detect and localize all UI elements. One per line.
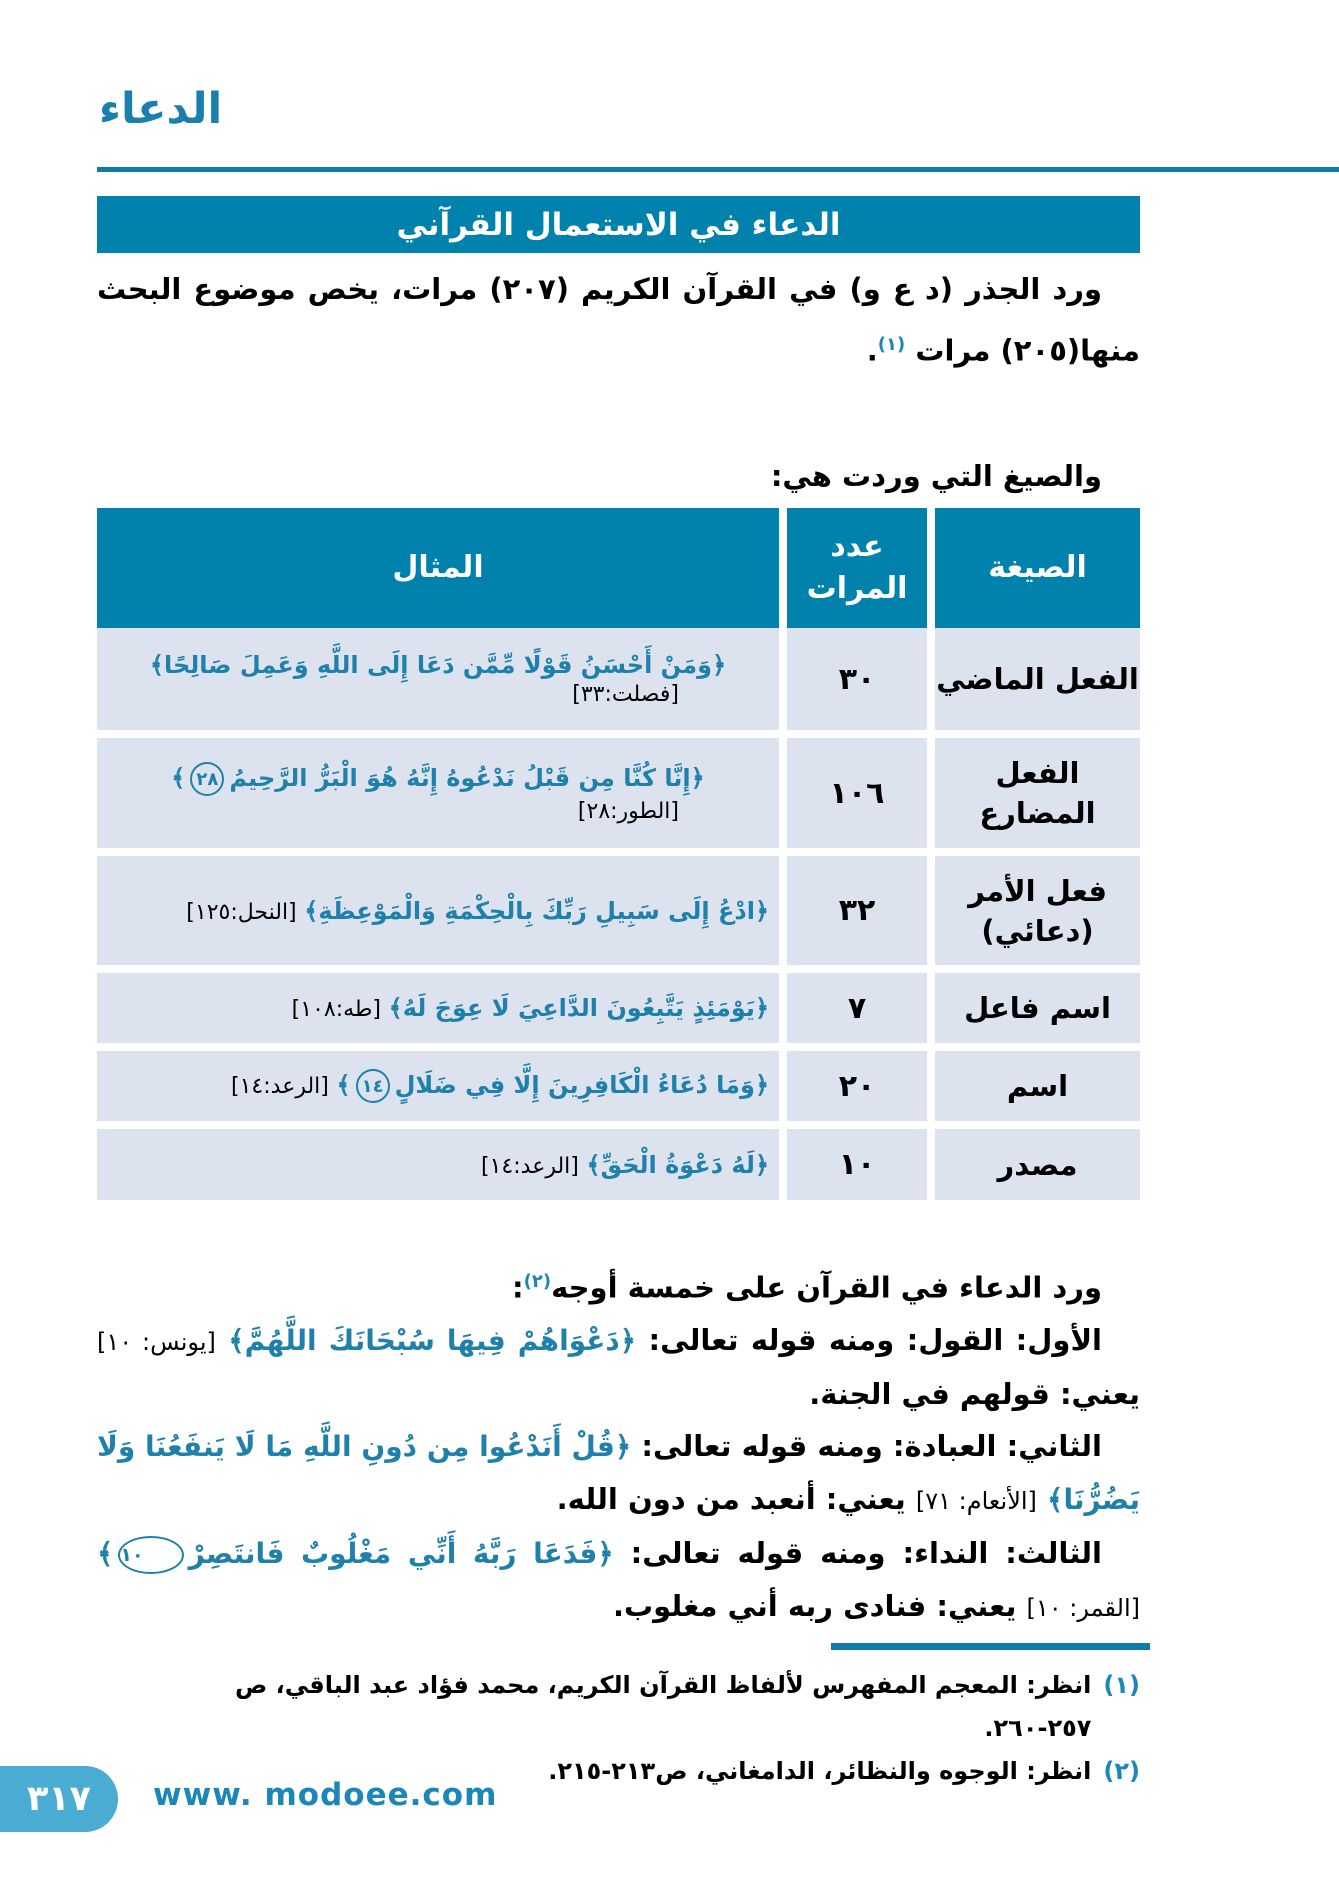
quran-open-bracket: ﴿ xyxy=(754,1150,769,1179)
table-row xyxy=(97,1051,1140,1121)
count-cell: ٢٠ xyxy=(787,1051,927,1121)
form-cell: الفعل المضارع xyxy=(935,738,1140,848)
table-row xyxy=(97,973,1140,1043)
forms-table xyxy=(97,508,1140,1200)
intro-paragraph xyxy=(97,262,1140,379)
example-cell xyxy=(97,738,779,848)
column-header-example: المثال xyxy=(97,508,779,628)
way-paragraph-3 xyxy=(97,1527,1140,1634)
example-cell xyxy=(97,628,779,730)
column-header-form: الصيغة xyxy=(935,508,1140,628)
paragraph-tail: يعني: قولهم في الجنة. xyxy=(809,1376,1140,1411)
title-banner xyxy=(97,196,1140,253)
form-cell: مصدر xyxy=(935,1129,1140,1200)
quran-close-bracket: ﴾ xyxy=(97,1536,114,1570)
intro-period: . xyxy=(866,333,878,368)
ayah-number-medallion: ١٤ xyxy=(356,1069,390,1103)
quran-open-bracket: ﴿ xyxy=(754,994,769,1022)
page-number-badge xyxy=(0,1766,118,1832)
quran-verse: إِنَّا كُنَّا مِن قَبْلُ نَدْعُوهُ إِنَّهُ هُوَ الْبَرُّ الرَّحِيمُ xyxy=(229,764,691,792)
example-cell xyxy=(97,1051,779,1121)
quran-close-bracket: ﴾ xyxy=(336,1071,351,1099)
count-cell: ٣٠ xyxy=(787,628,927,730)
footnote-separator xyxy=(831,1643,1150,1650)
verse-reference: [الأنعام: ٧١] xyxy=(915,1486,1037,1515)
paragraph-tail: يعني: فنادى ربه أني مغلوب. xyxy=(612,1588,1027,1623)
quran-open-bracket: ﴿ xyxy=(690,764,705,792)
quran-verse: فَدَعَا رَبَّهُ أَنِّي مَغْلُوبٌ فَانتَصِرْ xyxy=(188,1536,598,1570)
paragraph-lead: الأول: القول: ومنه قوله تعالى: xyxy=(636,1322,1102,1357)
verse-reference: [الطور:٢٨] xyxy=(577,799,679,824)
form-cell: فعل الأمر (دعائي) xyxy=(935,856,1140,965)
quran-open-bracket: ﴿ xyxy=(754,896,769,925)
page-number: ٣١٧ xyxy=(26,1779,92,1819)
quran-close-bracket: ﴾ xyxy=(304,896,319,925)
verse-reference: [فصلت:٣٣] xyxy=(572,682,679,707)
count-cell: ١٠٦ xyxy=(787,738,927,848)
quran-verse: وَمَا دُعَاءُ الْكَافِرِينَ إِلَّا فِي ضَلَالٍ xyxy=(394,1071,755,1099)
quran-close-bracket: ﴾ xyxy=(1047,1482,1064,1516)
verse-reference: [طه:١٠٨] xyxy=(291,997,382,1022)
quran-verse: يَوْمَئِذٍ يَتَّبِعُونَ الدَّاعِيَ لَا عِوَجَ لَهُ xyxy=(402,994,755,1022)
quran-verse: ادْعُ إِلَى سَبِيلِ رَبِّكَ بِالْحِكْمَةِ وَالْمَوْعِظَةِ xyxy=(318,896,755,925)
quran-close-bracket: ﴾ xyxy=(149,651,164,679)
quran-open-bracket: ﴿ xyxy=(614,1429,632,1463)
website-url[interactable]: www. modoee.com xyxy=(153,1777,498,1813)
header-rule xyxy=(97,167,1339,172)
footnote-text: انظر: المعجم المفهرس لألفاظ القرآن الكريم، محمد فؤاد عبد الباقي، ص ٢٥٧-٢٦٠. xyxy=(234,1671,1092,1742)
running-head: الدعاء xyxy=(99,84,223,134)
quran-close-bracket: ﴾ xyxy=(171,764,186,792)
quran-verse: وَمَنْ أَحْسَنُ قَوْلًا مِّمَّن دَعَا إِلَى اللَّهِ وَعَمِلَ صَالِحًا xyxy=(163,651,713,679)
count-cell: ٧ xyxy=(787,973,927,1043)
five-ways-text: ورد الدعاء في القرآن على خمسة أوجه xyxy=(551,1270,1102,1305)
quran-open-bracket: ﴿ xyxy=(597,1536,614,1570)
way-paragraph-2 xyxy=(97,1420,1140,1527)
count-cell: ٣٢ xyxy=(787,856,927,965)
quran-close-bracket: ﴾ xyxy=(388,994,403,1022)
five-ways-colon: : xyxy=(511,1270,524,1305)
footnote-item xyxy=(145,1664,1140,1750)
verse-reference: [القمر: ١٠] xyxy=(1026,1593,1140,1622)
table-row xyxy=(97,1129,1140,1200)
quran-verse: دَعْوَاهُمْ فِيهَا سُبْحَانَكَ اللَّهُمَّ xyxy=(244,1323,620,1357)
quran-open-bracket: ﴿ xyxy=(754,1071,769,1099)
intro-block xyxy=(97,262,1140,504)
paragraph-lead: الثاني: العبادة: ومنه قوله تعالى: xyxy=(631,1428,1102,1463)
quran-close-bracket: ﴾ xyxy=(228,1323,245,1357)
footnote-marker: (١) xyxy=(1103,1671,1140,1699)
example-cell xyxy=(97,1129,779,1200)
verse-reference: [الرعد:١٤] xyxy=(231,1074,329,1099)
body-sections xyxy=(97,1256,1140,1634)
way-paragraph-1 xyxy=(97,1314,1140,1420)
five-ways-line xyxy=(97,1256,1140,1314)
footnote-ref-2: (٢) xyxy=(523,1271,552,1292)
form-cell: اسم xyxy=(935,1051,1140,1121)
count-cell: ١٠ xyxy=(787,1129,927,1200)
verse-reference: [يونس: ١٠] xyxy=(97,1327,216,1356)
quran-verse: قُلْ أَنَدْعُوا مِن دُونِ اللَّهِ مَا لَا يَنفَعُنَا وَلَا يَضُرُّنَا xyxy=(97,1429,1140,1516)
footnote-marker: (٢) xyxy=(1103,1757,1140,1785)
quran-close-bracket: ﴾ xyxy=(586,1150,601,1179)
quran-open-bracket: ﴿ xyxy=(619,1323,637,1357)
footnote-ref-1: (١) xyxy=(877,334,906,355)
form-cell: الفعل الماضي xyxy=(935,628,1140,730)
footnotes-block xyxy=(145,1664,1140,1793)
paragraph-tail: يعني: أنعبد من دون الله. xyxy=(556,1481,916,1516)
title-banner-text: الدعاء في الاستعمال القرآني xyxy=(396,206,841,243)
example-cell xyxy=(97,856,779,965)
table-row xyxy=(97,628,1140,730)
ayah-number-medallion: ٢٨ xyxy=(190,762,224,796)
table-body xyxy=(97,628,1140,1200)
verse-reference: [النحل:١٢٥] xyxy=(186,899,297,925)
table-row xyxy=(97,856,1140,965)
verse-reference: [الرعد:١٤] xyxy=(481,1153,579,1179)
table-header-row xyxy=(97,508,1140,628)
paragraph-lead: الثالث: النداء: ومنه قوله تعالى: xyxy=(613,1535,1102,1570)
intro-sentence: ورد الجذر (د ع و) في القرآن الكريم (٢٠٧) مرات، يخص موضوع البحث منها(٢٠٥) مرات xyxy=(97,272,1140,368)
forms-intro-line: والصيغ التي وردت هي: xyxy=(770,458,1102,493)
quran-open-bracket: ﴿ xyxy=(712,651,727,679)
form-cell: اسم فاعل xyxy=(935,973,1140,1043)
table-row xyxy=(97,738,1140,848)
footnote-text: انظر: الوجوه والنظائر، الدامغاني، ص٢١٣-٢١٥. xyxy=(548,1757,1092,1785)
ayah-number-medallion: ١٠ xyxy=(118,1536,183,1574)
column-header-count: عدد المرات xyxy=(787,508,927,628)
example-cell xyxy=(97,973,779,1043)
quran-verse: لَهُ دَعْوَةُ الْحَقِّ xyxy=(600,1150,755,1179)
